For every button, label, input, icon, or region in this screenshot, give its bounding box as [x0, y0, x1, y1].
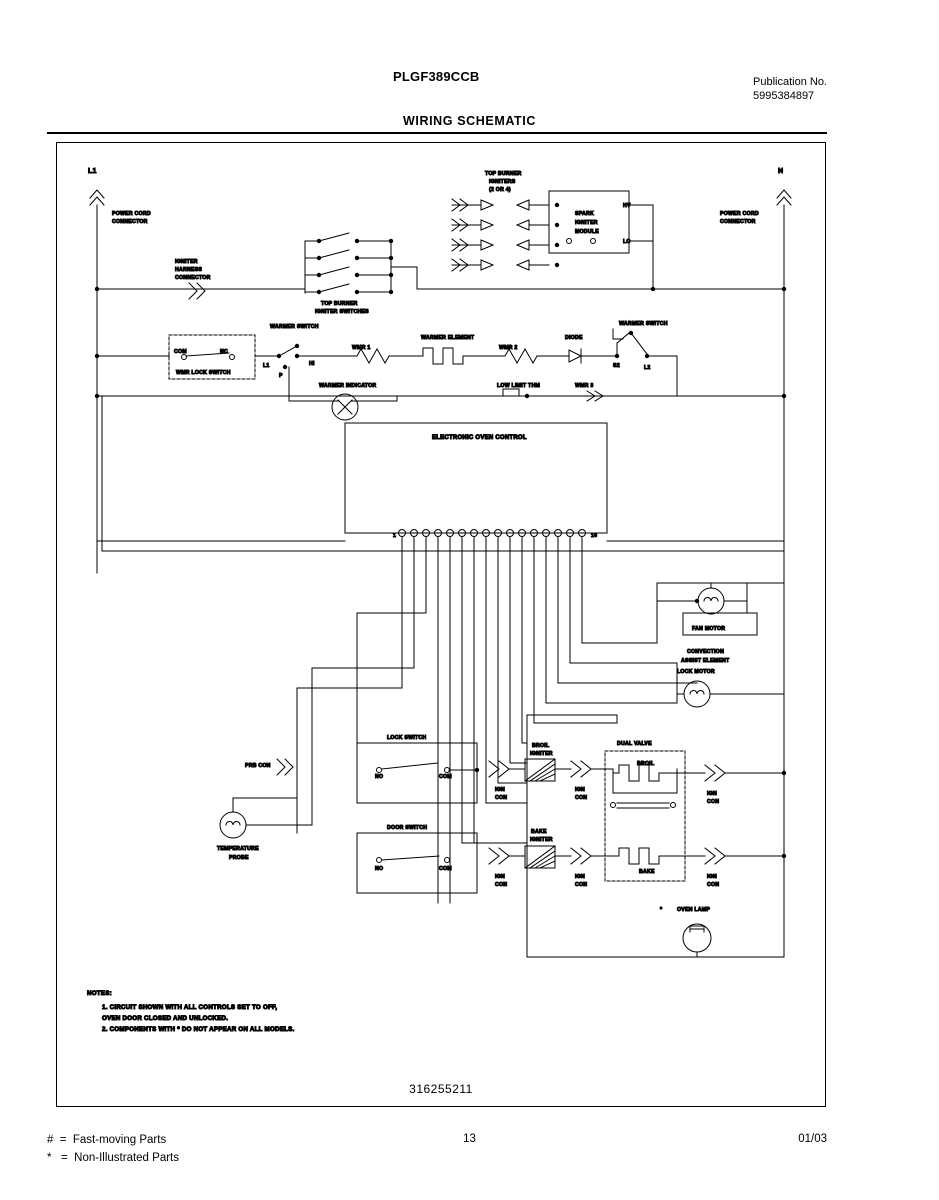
schematic-frame — [56, 142, 826, 1107]
publication-label: Publication No. — [753, 76, 827, 88]
svg-text:CON: CON — [575, 882, 588, 888]
svg-text:WARMER SWITCH: WARMER SWITCH — [619, 321, 668, 327]
svg-text:CONNECTOR: CONNECTOR — [175, 275, 211, 281]
svg-text:LOCK SWITCH: LOCK SWITCH — [387, 735, 427, 741]
legend-fast-moving: # = Fast-moving Parts — [47, 1134, 167, 1146]
svg-text:COM: COM — [174, 349, 187, 355]
svg-text:IGN: IGN — [575, 874, 585, 880]
svg-text:WARMER ELEMENT: WARMER ELEMENT — [421, 335, 475, 341]
svg-text:SPARK: SPARK — [575, 211, 595, 217]
svg-text:WMR 2: WMR 2 — [499, 345, 518, 351]
svg-text:HV: HV — [623, 203, 631, 209]
svg-text:16: 16 — [591, 533, 598, 539]
svg-text:TOP BURNER: TOP BURNER — [485, 171, 522, 177]
svg-text:CON: CON — [575, 795, 588, 801]
svg-text:NOTES:: NOTES: — [87, 990, 112, 997]
svg-text:LOW LIMIT THM: LOW LIMIT THM — [497, 383, 541, 389]
publication-block — [753, 75, 827, 103]
svg-text:IGNITERS: IGNITERS — [489, 179, 516, 185]
svg-text:ELECTRONIC OVEN CONTROL: ELECTRONIC OVEN CONTROL — [432, 435, 527, 441]
svg-text:PROBE: PROBE — [229, 855, 249, 861]
svg-text:COM: COM — [439, 866, 452, 872]
svg-text:OVEN LAMP: OVEN LAMP — [677, 907, 711, 913]
svg-text:L1: L1 — [263, 363, 270, 369]
svg-text:CON: CON — [707, 799, 720, 805]
svg-text:BROIL: BROIL — [637, 761, 655, 767]
svg-text:WMR 1: WMR 1 — [352, 345, 371, 351]
model-number: PLGF389CCB — [393, 69, 480, 84]
svg-text:IGN: IGN — [495, 787, 505, 793]
svg-text:N: N — [778, 168, 784, 175]
svg-text:IGN: IGN — [707, 874, 717, 880]
svg-text:PRB CON: PRB CON — [245, 763, 271, 769]
svg-text:POWER CORD: POWER CORD — [112, 211, 151, 217]
svg-text:WMR LOCK SWITCH: WMR LOCK SWITCH — [176, 370, 231, 376]
svg-text:(2 OR 4): (2 OR 4) — [489, 187, 511, 193]
svg-text:POWER CORD: POWER CORD — [720, 211, 759, 217]
svg-text:FAN MOTOR: FAN MOTOR — [692, 626, 726, 632]
svg-text:1: 1 — [393, 533, 397, 539]
svg-text:ASSIST ELEMENT: ASSIST ELEMENT — [681, 658, 730, 664]
svg-text:LOCK MOTOR: LOCK MOTOR — [677, 669, 715, 675]
svg-text:DIODE: DIODE — [565, 335, 583, 341]
svg-text:1. CIRCUIT SHOWN WITH ALL CON: 1. CIRCUIT SHOWN WITH ALL CONTROLS SET TO OFF, — [102, 1004, 278, 1011]
svg-text:HI: HI — [309, 361, 315, 367]
svg-text:S2: S2 — [613, 363, 620, 369]
svg-text:COM: COM — [439, 774, 452, 780]
svg-text:L1: L1 — [88, 168, 97, 175]
svg-text:CONVECTION: CONVECTION — [687, 649, 725, 655]
page-number: 13 — [463, 1133, 476, 1145]
svg-text:IGNITER: IGNITER — [175, 259, 198, 265]
svg-text:BAKE: BAKE — [639, 869, 655, 875]
svg-text:WARMER INDICATOR: WARMER INDICATOR — [319, 383, 377, 389]
legend-non-illustrated: * = Non-Illustrated Parts — [47, 1152, 179, 1164]
svg-text:CONNECTOR: CONNECTOR — [112, 219, 148, 225]
svg-text:CONNECTOR: CONNECTOR — [720, 219, 756, 225]
svg-text:DUAL VALVE: DUAL VALVE — [617, 741, 652, 747]
svg-text:IGN: IGN — [575, 787, 585, 793]
svg-text:CON: CON — [495, 882, 508, 888]
svg-text:BROIL: BROIL — [532, 743, 550, 749]
svg-text:L2: L2 — [644, 365, 651, 371]
publication-number: 5995384897 — [753, 90, 815, 102]
svg-text:LO: LO — [623, 239, 631, 245]
svg-text:HARNESS: HARNESS — [175, 267, 203, 273]
svg-text:CON: CON — [707, 882, 720, 888]
svg-text:P: P — [279, 373, 283, 379]
svg-text:TOP BURNER: TOP BURNER — [321, 301, 358, 307]
wiring-diagram — [57, 143, 827, 1108]
svg-text:NO: NO — [375, 774, 384, 780]
svg-text:MODULE: MODULE — [575, 229, 599, 235]
svg-text:IGNITER: IGNITER — [530, 837, 553, 843]
svg-text:DOOR SWITCH: DOOR SWITCH — [387, 825, 428, 831]
svg-text:IGN: IGN — [707, 791, 717, 797]
svg-text:TEMPERATURE: TEMPERATURE — [217, 846, 259, 852]
footer-date: 01/03 — [798, 1133, 827, 1145]
svg-text:IGNITER: IGNITER — [530, 751, 553, 757]
svg-text:*: * — [660, 907, 663, 913]
svg-text:OVEN DOOR CLOSED AND UNLOCKED.: OVEN DOOR CLOSED AND UNLOCKED. — [102, 1015, 229, 1022]
svg-text:BAKE: BAKE — [531, 829, 547, 835]
svg-text:IGNITER: IGNITER — [575, 220, 598, 226]
svg-text:NC: NC — [220, 349, 228, 355]
svg-text:NO: NO — [375, 866, 384, 872]
svg-text:IGN: IGN — [495, 874, 505, 880]
drawing-number: 316255211 — [409, 1082, 473, 1096]
svg-text:WARMER SWITCH: WARMER SWITCH — [270, 324, 319, 330]
title-divider — [47, 132, 827, 134]
svg-text:CON: CON — [495, 795, 508, 801]
svg-text:2. COMPONENTS WITH * DO NOT: 2. COMPONENTS WITH * DO NOT APPEAR ON ALL MODELS. — [102, 1026, 295, 1033]
svg-text:WMR 3: WMR 3 — [575, 383, 594, 389]
svg-text:IGNITER SWITCHES: IGNITER SWITCHES — [315, 309, 369, 315]
sheet-title: WIRING SCHEMATIC — [403, 114, 536, 128]
